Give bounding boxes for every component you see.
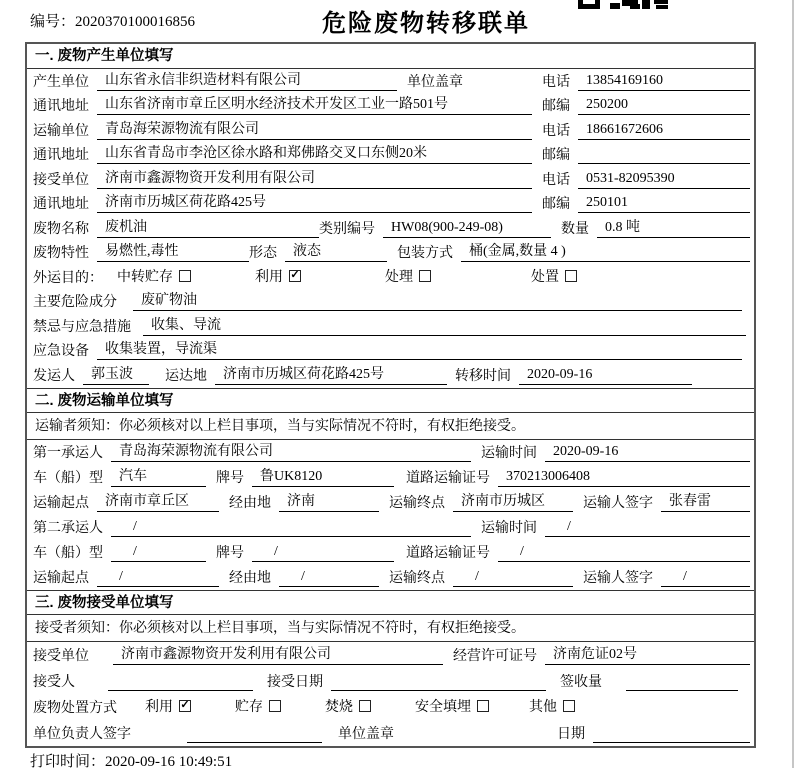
vehicle-type-value <box>111 469 206 487</box>
receipt-quantity-value <box>626 674 738 691</box>
transporter-address-value <box>97 146 532 164</box>
receiver-address-value-text: 济南市历城区荷花路425号 <box>105 195 266 210</box>
packaging-label: 包装方式 <box>397 246 453 261</box>
quantity-value <box>597 220 750 238</box>
road-permit-label: 道路运输证号 <box>406 470 490 486</box>
plate-number-2-value-text: / <box>274 543 278 559</box>
purpose-dispose-checkbox-box <box>565 270 577 282</box>
waste-property-value <box>97 244 249 262</box>
form-table <box>25 42 756 748</box>
plate-number-2-value <box>252 544 394 562</box>
disposal-incineration-checkbox <box>325 696 371 716</box>
responsible-signature-value <box>187 726 322 743</box>
print-time <box>30 750 232 768</box>
transit-storage-checkbox-box <box>179 270 191 282</box>
producer-unit-row <box>27 69 754 94</box>
waste-name-label: 废物名称 <box>33 221 89 237</box>
plate-number-label: 牌号 <box>216 470 244 486</box>
quantity-label: 数量 <box>561 221 589 237</box>
receipt-quantity-label: 签收量 <box>560 674 602 690</box>
page-title: 危险废物转移联单 <box>322 10 530 37</box>
transport-date-value <box>545 444 750 462</box>
vehicle-row-2 <box>27 540 754 565</box>
consignor-row <box>27 363 754 388</box>
form-state-value-text: 液态 <box>293 244 321 259</box>
purpose-utilize-checkbox-box: ✓ <box>290 268 300 281</box>
producer-postal-value-text: 250200 <box>586 97 628 112</box>
purpose-dispose-checkbox-label: 处置 <box>531 269 559 285</box>
transporter-postal-label: 邮编 <box>542 148 570 163</box>
route-row-1 <box>27 490 754 515</box>
route-origin-label: 运输起点 <box>33 495 89 511</box>
plate-number-value <box>252 469 394 487</box>
waste-name-value-text: 废机油 <box>105 219 147 235</box>
disposal-storage-checkbox-label: 贮存 <box>235 699 263 715</box>
receiver-person-value-text <box>108 689 120 690</box>
packaging-value-text: 桶(金属,数量 4 ) <box>469 244 566 259</box>
waste-property-value-text: 易燃性,毒性 <box>105 244 179 259</box>
waste-name-value <box>97 220 319 238</box>
producer-postal-label: 邮编 <box>542 99 570 114</box>
responsible-signature-label: 单位负责人签字 <box>33 726 131 742</box>
disposal-utilize-checkbox-label: 利用 <box>145 699 173 715</box>
disposal-incineration-checkbox-label: 焚烧 <box>325 699 353 715</box>
transport-date-value-text: 2020-09-16 <box>553 443 619 459</box>
waste-property-row <box>27 241 754 266</box>
vehicle-type-2-value-text: / <box>133 543 137 559</box>
receiver-unit-value-text: 济南市鑫源物资开发利用有限公司 <box>105 170 315 186</box>
receiver-address-label: 通讯地址 <box>33 197 89 212</box>
carrier-signature-2-value <box>661 569 750 587</box>
route-terminus-value <box>453 494 573 512</box>
waste-property-label: 废物特性 <box>33 246 89 261</box>
disposal-landfill-checkbox <box>415 696 489 716</box>
receive-unit-row <box>27 642 754 668</box>
license-number-value-text: 济南危证02号 <box>553 646 637 662</box>
main-hazard-value <box>133 293 742 311</box>
emergency-equipment-row <box>27 339 754 364</box>
print-time-label: 打印时间： <box>30 754 106 768</box>
purpose-treat-checkbox-box <box>419 270 431 282</box>
license-number-label: 经营许可证号 <box>453 648 537 664</box>
route-origin-2-value <box>97 569 219 587</box>
main-hazard-label: 主要危险成分 <box>33 295 117 310</box>
transporter-unit-row <box>27 118 754 143</box>
route-origin-2-value-text: / <box>119 568 123 584</box>
section-3 <box>27 590 754 746</box>
producer-unit-value <box>97 73 397 91</box>
producer-address-label: 通讯地址 <box>33 99 89 114</box>
transport-date-label: 运输时间 <box>481 445 537 461</box>
disposal-landfill-checkbox-label: 安全填埋 <box>415 699 471 715</box>
window-right-edge <box>792 0 794 768</box>
disposal-method-label: 废物处置方式 <box>33 700 117 716</box>
first-carrier-label: 第一承运人 <box>33 445 103 461</box>
print-time-value: 2020-09-16 10:49:51 <box>105 754 233 768</box>
receive-date-label: 接受日期 <box>267 674 323 690</box>
purpose-treat-checkbox <box>385 266 431 286</box>
purpose-utilize-checkbox <box>255 266 301 286</box>
receive-date-value-text <box>331 689 343 690</box>
packaging-value <box>461 244 750 262</box>
transfer-date-value <box>519 367 692 385</box>
transport-date-2-value-text: / <box>567 518 571 534</box>
transporter-postal-value <box>578 147 750 164</box>
category-code-value <box>383 220 551 238</box>
carrier-signature-2-label: 运输人签字 <box>583 570 653 586</box>
receiver-person-label: 接受人 <box>33 674 75 690</box>
route-via-label: 经由地 <box>229 495 271 511</box>
route-origin-value <box>97 494 219 512</box>
transporter-address-label: 通讯地址 <box>33 148 89 163</box>
second-carrier-label: 第二承运人 <box>33 520 103 536</box>
emergency-measures-label: 禁忌与应急措施 <box>33 319 131 335</box>
document-number-label: 编号： <box>30 14 76 30</box>
emergency-equipment-value-text: 收集装置，导流渠 <box>105 342 217 357</box>
carrier-signature-2-value-text: / <box>683 568 687 584</box>
route-via-value-text: 济南 <box>287 493 315 509</box>
producer-postal-value <box>578 97 750 115</box>
producer-unit-label: 产生单位 <box>33 74 89 90</box>
consignor-value-text: 郭玉波 <box>91 366 133 382</box>
emergency-measures-value <box>143 318 746 336</box>
purpose-treat-checkbox-label: 处理 <box>385 269 413 285</box>
section-2-header: 二. 废物运输单位填写 <box>27 388 754 413</box>
road-permit-value-text: 370213006408 <box>506 468 590 484</box>
responsible-signature-value-text <box>187 741 199 742</box>
transport-date-2-value <box>545 519 750 537</box>
receiver-unit-value <box>97 171 532 189</box>
route-terminus-value-text: 济南市历城区 <box>461 493 545 509</box>
transporter-phone-value-text: 18661672606 <box>586 121 663 137</box>
first-carrier-value <box>111 444 471 462</box>
transit-storage-checkbox-label: 中转贮存 <box>117 269 173 285</box>
transfer-date-value-text: 2020-09-16 <box>527 366 593 382</box>
transit-storage-checkbox <box>117 266 191 286</box>
emergency-measures-value-text: 收集、导流 <box>151 317 221 333</box>
producer-address-value <box>97 97 532 115</box>
transporter-unit-value <box>97 122 532 140</box>
emergency-equipment-label: 应急设备 <box>33 344 89 359</box>
receiver-phone-value-text: 0531-82095390 <box>586 170 675 186</box>
carrier-signature-value-text: 张春雷 <box>669 493 711 509</box>
second-carrier-value-text: / <box>133 518 137 534</box>
disposal-other-checkbox-label: 其他 <box>529 699 557 715</box>
seal-date-label: 日期 <box>557 726 585 742</box>
transfer-purpose-row <box>27 265 754 290</box>
road-permit-2-value <box>498 544 750 562</box>
emergency-equipment-value <box>97 342 742 360</box>
receiver-phone-label: 电话 <box>542 172 570 188</box>
second-carrier-value <box>111 519 471 537</box>
receiver-address-value <box>97 195 532 213</box>
section-2 <box>27 388 754 590</box>
consignor-label: 发运人 <box>33 368 75 384</box>
receive-unit-label: 接受单位 <box>33 648 89 664</box>
receipt-quantity-value-text <box>626 689 638 690</box>
carrier-signature-value <box>661 494 750 512</box>
plate-number-2-label: 牌号 <box>216 545 244 561</box>
transfer-purpose-label: 外运目的： <box>33 270 103 286</box>
vehicle-type-2-label: 车（船）型 <box>33 545 103 561</box>
section-2-notice: 运输者须知：你必须核对以上栏目事项，当与实际情况不符时，有权拒绝接受。 <box>27 413 754 440</box>
section-1-header: 一. 废物产生单位填写 <box>27 44 754 69</box>
transporter-unit-label: 运输单位 <box>33 123 89 139</box>
receiver-phone-value <box>578 171 750 189</box>
route-origin-2-label: 运输起点 <box>33 570 89 586</box>
disposal-storage-checkbox <box>235 696 281 716</box>
transporter-address-value-text: 山东省青岛市李沧区徐水路和郑佛路交叉口东侧20米 <box>105 146 427 161</box>
section-3-header: 三. 废物接受单位填写 <box>27 590 754 615</box>
category-code-value-text: HW08(900-249-08) <box>391 219 503 235</box>
unit-seal-label: 单位盖章 <box>407 74 463 90</box>
road-permit-value <box>498 469 750 487</box>
destination-value-text: 济南市历城区荷花路425号 <box>223 366 384 382</box>
document-number-value: 2020370100016856 <box>75 14 196 30</box>
transport-date-2-label: 运输时间 <box>481 520 537 536</box>
purpose-utilize-checkbox-label: 利用 <box>255 269 283 285</box>
vehicle-type-value-text: 汽车 <box>119 468 147 484</box>
producer-address-row <box>27 94 754 119</box>
road-permit-2-value-text: / <box>520 543 524 559</box>
disposal-incineration-checkbox-box <box>359 700 371 712</box>
receiver-unit-seal-label: 单位盖章 <box>338 726 394 742</box>
second-carrier-row <box>27 515 754 540</box>
receiver-unit-row <box>27 167 754 192</box>
section-1 <box>27 44 754 388</box>
vehicle-type-label: 车（船）型 <box>33 470 103 486</box>
receiver-person-row <box>27 668 754 694</box>
responsible-sign-row <box>27 720 754 746</box>
road-permit-2-label: 道路运输证号 <box>406 545 490 561</box>
license-number-value <box>545 647 750 665</box>
route-row-2 <box>27 565 754 590</box>
receiver-postal-value <box>578 195 750 213</box>
disposal-utilize-checkbox-box: ✓ <box>180 698 190 711</box>
transfer-date-label: 转移时间 <box>455 368 511 384</box>
producer-phone-value-text: 13854169160 <box>586 72 663 88</box>
waste-name-row <box>27 216 754 241</box>
vehicle-row-1 <box>27 465 754 490</box>
disposal-landfill-checkbox-box <box>477 700 489 712</box>
transporter-phone-value <box>578 122 750 140</box>
disposal-other-checkbox-box <box>563 700 575 712</box>
emergency-measures-row <box>27 314 754 339</box>
receive-unit-value-text: 济南市鑫源物资开发利用有限公司 <box>121 646 331 662</box>
route-via-2-value-text: / <box>301 568 305 584</box>
receive-date-value <box>331 674 546 691</box>
route-terminus-2-value <box>453 569 573 587</box>
first-carrier-value-text: 青岛海荣源物流有限公司 <box>119 443 273 459</box>
form-state-value <box>285 244 387 262</box>
route-terminus-2-label: 运输终点 <box>389 570 445 586</box>
first-carrier-row <box>27 440 754 465</box>
receive-unit-value <box>113 647 443 665</box>
disposal-other-checkbox <box>529 696 575 716</box>
route-terminus-2-value-text: / <box>475 568 479 584</box>
consignor-value <box>83 367 149 385</box>
form-state-label: 形态 <box>249 246 277 261</box>
plate-number-value-text: 鲁UK8120 <box>260 468 323 484</box>
route-origin-value-text: 济南市章丘区 <box>105 493 189 509</box>
purpose-dispose-checkbox <box>531 266 577 286</box>
main-hazard-row <box>27 290 754 315</box>
main-hazard-value-text: 废矿物油 <box>141 293 197 308</box>
route-via-value <box>279 494 379 512</box>
disposal-storage-checkbox-box <box>269 700 281 712</box>
section-3-notice: 接受者须知：你必须核对以上栏目事项，当与实际情况不符时，有权拒绝接受。 <box>27 615 754 642</box>
receiver-address-row <box>27 192 754 217</box>
producer-address-value-text: 山东省济南市章丘区明水经济技术开发区工业一路501号 <box>105 97 448 112</box>
receiver-unit-label: 接受单位 <box>33 172 89 188</box>
qr-code-fragment <box>578 0 670 9</box>
route-via-2-value <box>279 569 379 587</box>
transporter-postal-value-text <box>578 162 590 163</box>
disposal-method-row <box>27 694 754 720</box>
disposal-utilize-checkbox <box>145 696 191 716</box>
receiver-person-value <box>108 674 253 691</box>
seal-date-value <box>593 726 750 743</box>
vehicle-type-2-value <box>111 544 206 562</box>
seal-date-value-text <box>593 741 605 742</box>
producer-unit-value-text: 山东省永信非织造材料有限公司 <box>105 72 301 88</box>
transporter-address-row <box>27 143 754 168</box>
destination-label: 运达地 <box>165 368 207 384</box>
receiver-postal-label: 邮编 <box>542 197 570 212</box>
route-via-2-label: 经由地 <box>229 570 271 586</box>
quantity-value-text: 0.8 吨 <box>605 219 640 235</box>
producer-phone-value <box>578 73 750 91</box>
transporter-unit-value-text: 青岛海荣源物流有限公司 <box>105 121 259 137</box>
destination-value <box>215 367 447 385</box>
producer-phone-label: 电话 <box>542 74 570 90</box>
receiver-postal-value-text: 250101 <box>586 195 628 210</box>
route-terminus-label: 运输终点 <box>389 495 445 511</box>
carrier-signature-label: 运输人签字 <box>583 495 653 511</box>
category-code-label: 类别编号 <box>319 221 375 237</box>
transporter-phone-label: 电话 <box>542 123 570 139</box>
